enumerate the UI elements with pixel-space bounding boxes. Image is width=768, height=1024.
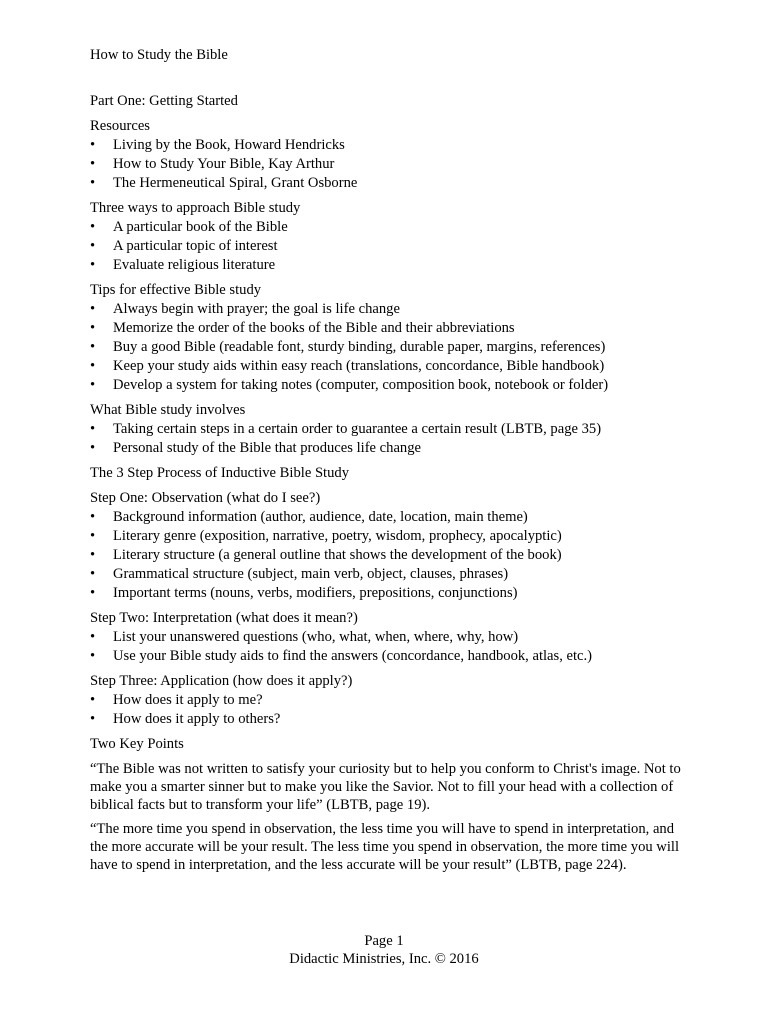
list-item-text: Buy a good Bible (readable font, sturdy binding, durable paper, margins, references) (113, 339, 606, 355)
list-item-text: Taking certain steps in a certain order to guarantee a certain result (LBTB, page 35) (113, 421, 602, 437)
list-item-text: Grammatical structure (subject, main verb, object, clauses, phrases) (113, 566, 509, 582)
bullet-icon: • (90, 648, 96, 664)
bullet-icon: • (90, 301, 96, 317)
section-heading-tips: Tips for effective Bible study (90, 282, 262, 298)
bullet-icon: • (90, 585, 96, 601)
list-item-text: The Hermeneutical Spiral, Grant Osborne (113, 175, 358, 191)
list-item (90, 546, 690, 565)
list-item-text: Personal study of the Bible that produces life change (113, 440, 422, 456)
list-item (90, 300, 690, 319)
bullet-icon: • (90, 509, 96, 525)
process-heading: The 3 Step Process of Inductive Bible Study (90, 465, 350, 481)
list-item-text: How to Study Your Bible, Kay Arthur (113, 156, 335, 172)
list-item (90, 256, 690, 275)
list-item-text: Literary structure (a general outline that shows the development of the book) (113, 547, 562, 563)
bullet-icon: • (90, 629, 96, 645)
section-heading-resources: Resources (90, 118, 150, 134)
bullet-icon: • (90, 711, 96, 727)
list-item-text: Background information (author, audience, date, location, main theme) (113, 509, 528, 525)
bullet-icon: • (90, 156, 96, 172)
step-heading-application: Step Three: Application (how does it apply?) (90, 673, 353, 689)
bullet-icon: • (90, 358, 96, 374)
section-heading-involves: What Bible study involves (90, 402, 246, 418)
bullet-icon: • (90, 377, 96, 393)
list-item-text: Keep your study aids within easy reach (translations, concordance, Bible handbook) (113, 358, 605, 374)
list-item-text: A particular topic of interest (113, 238, 278, 254)
list-item (90, 420, 690, 439)
document-title: How to Study the Bible (90, 47, 228, 63)
application-list (90, 691, 690, 729)
resources-list (90, 136, 690, 193)
bullet-icon: • (90, 257, 96, 273)
bullet-icon: • (90, 528, 96, 544)
list-item (90, 155, 690, 174)
list-item (90, 647, 690, 666)
list-item-text: Important terms (nouns, verbs, modifiers, prepositions, conjunctions) (113, 585, 518, 601)
list-item (90, 710, 690, 729)
list-item (90, 508, 690, 527)
quote-paragraph: “The more time you spend in observation, the less time you will have to spend in interpretation, and the more accurate will be your result. The less time you spend in observation, the more time you will have to spend in interpretation, and the less accurate will be your result” (LBTB, page 224). (90, 821, 680, 873)
list-item (90, 319, 690, 338)
list-item-text: How does it apply to others? (113, 711, 281, 727)
tips-list (90, 300, 690, 395)
page-number: Page 1 (364, 933, 404, 949)
copyright-notice: Didactic Ministries, Inc. © 2016 (289, 951, 479, 967)
bullet-icon: • (90, 320, 96, 336)
list-item (90, 565, 690, 584)
bullet-icon: • (90, 137, 96, 153)
bullet-icon: • (90, 238, 96, 254)
list-item (90, 357, 690, 376)
list-item (90, 338, 690, 357)
key-points-heading: Two Key Points (90, 736, 184, 752)
bullet-icon: • (90, 566, 96, 582)
list-item (90, 584, 690, 603)
list-item-text: Develop a system for taking notes (computer, composition book, notebook or folder) (113, 377, 609, 393)
bullet-icon: • (90, 421, 96, 437)
involves-list (90, 420, 690, 458)
list-item-text: Use your Bible study aids to find the answers (concordance, handbook, atlas, etc.) (113, 648, 593, 664)
step-heading-interpretation: Step Two: Interpretation (what does it mean?) (90, 610, 358, 626)
list-item (90, 174, 690, 193)
list-item (90, 218, 690, 237)
list-item (90, 136, 690, 155)
list-item-text: List your unanswered questions (who, what, when, where, why, how) (113, 629, 519, 645)
bullet-icon: • (90, 547, 96, 563)
list-item (90, 691, 690, 710)
bullet-icon: • (90, 339, 96, 355)
list-item (90, 628, 690, 647)
list-item (90, 376, 690, 395)
list-item (90, 527, 690, 546)
approaches-list (90, 218, 690, 275)
list-item-text: Living by the Book, Howard Hendricks (113, 137, 345, 153)
quote-paragraph: “The Bible was not written to satisfy your curiosity but to help you conform to Christ's image. Not to make you a smarter sinner but to make you like the Savior. Not to fill your head with a collection of biblical facts but to transform your life” (LBTB, page 19). (90, 761, 681, 813)
list-item-text: A particular book of the Bible (113, 219, 288, 235)
interpretation-list (90, 628, 690, 666)
bullet-icon: • (90, 440, 96, 456)
list-item-text: Always begin with prayer; the goal is life change (113, 301, 400, 317)
observation-list (90, 508, 690, 603)
list-item-text: Evaluate religious literature (113, 257, 276, 273)
document-body (90, 92, 690, 880)
list-item (90, 237, 690, 256)
list-item (90, 439, 690, 458)
list-item-text: Memorize the order of the books of the Bible and their abbreviations (113, 320, 515, 336)
bullet-icon: • (90, 175, 96, 191)
page-footer (0, 932, 768, 968)
part-heading: Part One: Getting Started (90, 93, 238, 109)
bullet-icon: • (90, 219, 96, 235)
list-item-text: How does it apply to me? (113, 692, 263, 708)
step-heading-observation: Step One: Observation (what do I see?) (90, 490, 321, 506)
bullet-icon: • (90, 692, 96, 708)
section-heading-approaches: Three ways to approach Bible study (90, 200, 301, 216)
list-item-text: Literary genre (exposition, narrative, poetry, wisdom, prophecy, apocalyptic) (113, 528, 562, 544)
